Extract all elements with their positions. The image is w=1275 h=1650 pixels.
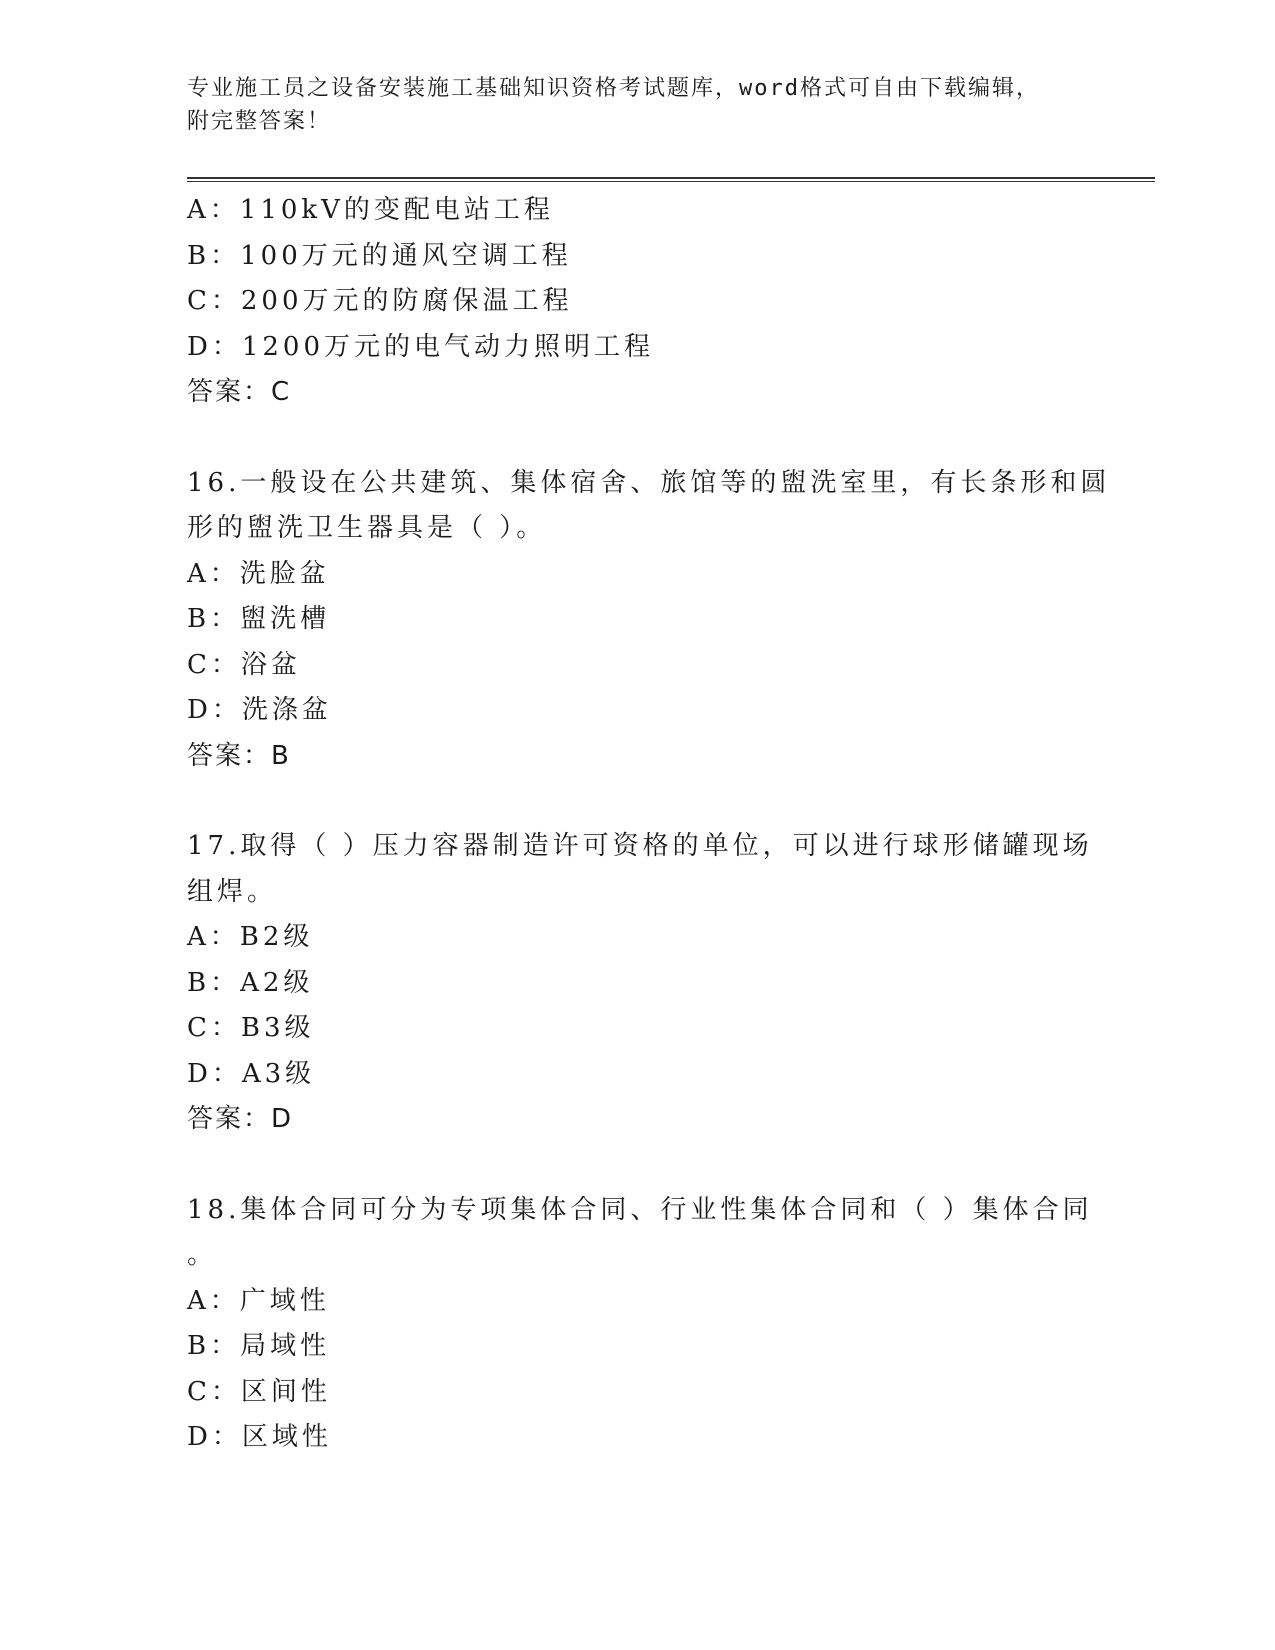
option-d: D：洗涤盆 [187,695,332,725]
header-divider-thin [187,181,1155,182]
option-c: C：浴盆 [187,649,301,680]
document-header [187,72,1067,138]
question-stem-line-1: 16.一般设在公共建筑、集体宿舍、旅馆等的盥洗室里，有长条形和圆 [187,467,1111,498]
option-b: B：局域性 [187,1331,331,1361]
option-a: A：洗脸盆 [187,558,330,589]
question-stem-line-2: 形的盥洗卫生器具是（ ）。 [187,513,547,543]
answer-line: 答案：D [187,1104,294,1134]
question-stem-line-2: 。 [187,1240,218,1270]
header-title-line-1: 专业施工员之设备安装施工基础知识资格考试题库，word格式可自由下载编辑， [187,76,1040,101]
option-d: D：1200万元的电气动力照明工程 [187,331,655,362]
question-18 [187,1188,1093,1461]
question-stem-line-1: 17.取得（ ）压力容器制造许可资格的单位，可以进行球形储罐现场 [187,831,1093,861]
option-c: C：B3级 [187,1013,315,1043]
option-d: D：A3级 [187,1058,316,1089]
option-b: B：A2级 [187,967,314,998]
question-stem-line-1: 18.集体合同可分为专项集体合同、行业性集体合同和（ ）集体合同 [187,1194,1093,1225]
answer-line: 答案：B [187,740,291,771]
question-list [187,188,1111,1461]
option-a: A：B2级 [187,922,314,952]
question-16 [187,461,1111,780]
spacer [187,779,1087,824]
option-c: C：200万元的防腐保温工程 [187,286,573,316]
header-divider [187,177,1155,179]
answer-line: 答案：C [187,377,292,407]
option-d: D：区域性 [187,1422,332,1452]
question-stem-line-2: 组焊。 [187,876,278,907]
option-a: A：广域性 [187,1285,330,1316]
header-title-line-2: 附完整答案！ [187,109,332,134]
question-17 [187,824,1093,1143]
option-c: C：区间性 [187,1376,331,1407]
spacer [187,1143,1087,1188]
option-b: B：盥洗槽 [187,604,331,634]
option-b: B：100万元的通风空调工程 [187,240,572,271]
spacer [187,416,1087,461]
option-a: A：110kV的变配电站工程 [187,195,554,225]
question-15 [187,188,1087,416]
